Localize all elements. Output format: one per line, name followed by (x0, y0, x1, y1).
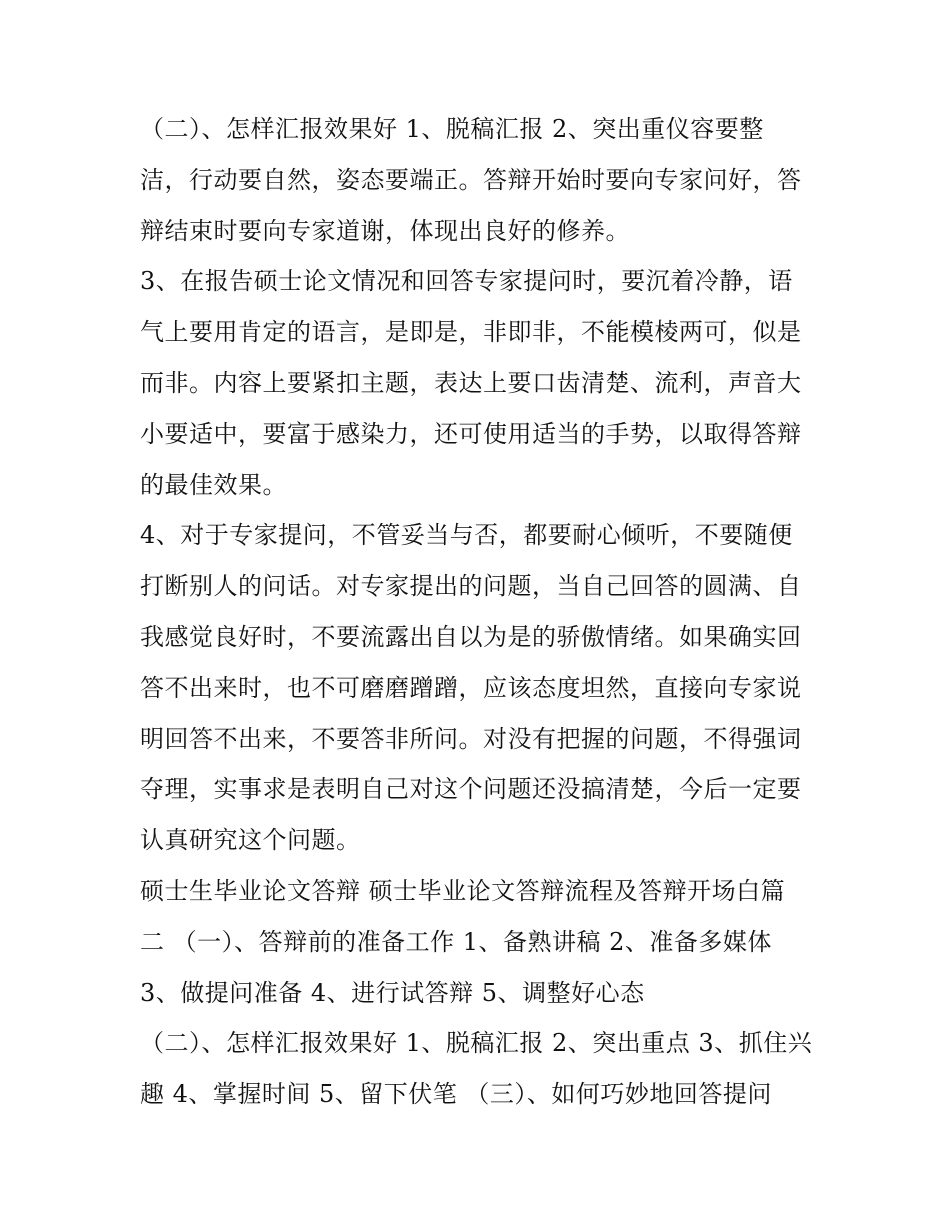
text-line: 趣 4、掌握时间 5、留下伏笔 （三）、如何巧妙地回答提问 (140, 1080, 772, 1109)
text-line: 气上要用肯定的语言，是即是，非即非，不能模棱两可，似是 (140, 318, 802, 347)
text-line: 辩结束时要向专家道谢，体现出良好的修养。 (140, 216, 630, 245)
text-line: （二）、怎样汇报效果好 1、脱稿汇报 2、突出重点 3、抓住兴 (140, 1029, 813, 1058)
text-line: 而非。内容上要紧扣主题，表达上要口齿清楚、流利，声音大 (140, 368, 802, 397)
text-line: 3、做提问准备 4、进行试答辩 5、调整好心态 (140, 978, 645, 1007)
text-line: 我感觉良好时，不要流露出自以为是的骄傲情绪。如果确实回 (140, 622, 802, 651)
text-line: 夺理，实事求是表明自己对这个问题还没搞清楚，今后一定要 (140, 775, 802, 804)
text-line: 4、对于专家提问，不管妥当与否，都要耐心倾听，不要随便 (140, 521, 793, 550)
text-line: 的最佳效果。 (140, 470, 287, 499)
text-line: 硕士生毕业论文答辩 硕士毕业论文答辩流程及答辩开场白篇 (140, 876, 786, 905)
text-line: 3、在报告硕士论文情况和回答专家提问时，要沉着冷静，语 (140, 267, 793, 296)
text-line: 洁，行动要自然，姿态要端正。答辩开始时要向专家问好，答 (140, 165, 802, 194)
text-line: 二 （一）、答辩前的准备工作 1、备熟讲稿 2、准备多媒体 (140, 927, 772, 956)
text-line: 明回答不出来，不要答非所问。对没有把握的问题，不得强词 (140, 724, 802, 753)
document-body (140, 104, 830, 1120)
text-line: 认真研究这个问题。 (140, 826, 361, 855)
text-line: 打断别人的问话。对专家提出的问题，当自己回答的圆满、自 (140, 572, 802, 601)
text-line: （二）、怎样汇报效果好 1、脱稿汇报 2、突出重仪容要整 (140, 115, 764, 143)
text-line: 小要适中，要富于感染力，还可使用适当的手势，以取得答辩 (140, 419, 802, 448)
text-line: 答不出来时，也不可磨磨蹭蹭，应该态度坦然，直接向专家说 (140, 673, 802, 702)
